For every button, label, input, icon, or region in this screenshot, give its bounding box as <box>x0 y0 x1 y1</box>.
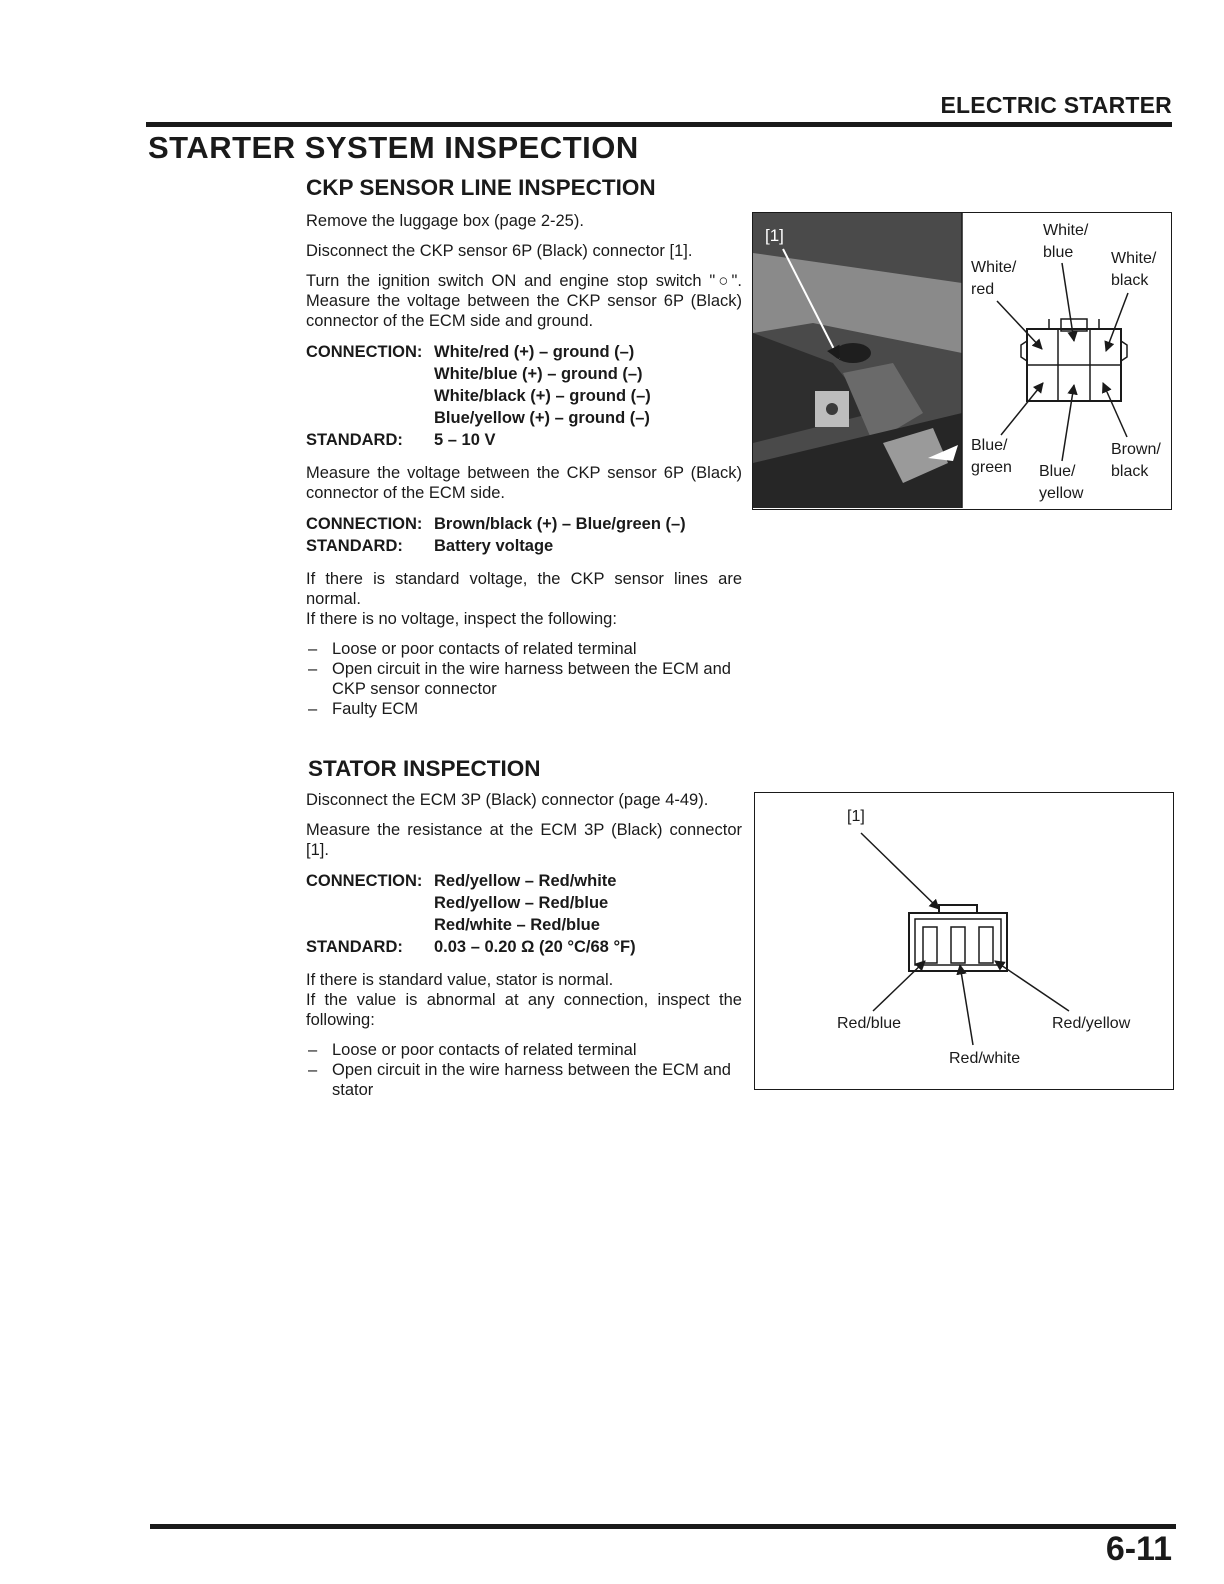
ckp-spec-ground <box>306 341 742 451</box>
connection-value: White/red (+) – ground (–) <box>434 343 635 361</box>
connection-value: Brown/black (+) – Blue/green (–) <box>434 515 686 533</box>
stator-text-column <box>306 790 742 1100</box>
wire-label-brown-black: black <box>1111 463 1149 480</box>
ckp-step-1: Remove the luggage box (page 2-25). <box>306 212 584 230</box>
connector-photo <box>753 213 962 508</box>
ckp-spec-battery <box>306 513 742 557</box>
connection-value: Red/yellow – Red/white <box>434 872 617 890</box>
connection-value: Red/yellow – Red/blue <box>434 894 609 912</box>
connection-value: Red/white – Red/blue <box>434 916 600 934</box>
list-item: – Loose or poor contacts of related terminal <box>306 639 742 659</box>
wire-label-red-yellow: Red/yellow <box>1052 1015 1131 1032</box>
stator-result-abnormal: If the value is abnormal at any connection, inspect the following: <box>306 991 742 1029</box>
ckp-connector-figure <box>752 212 1172 510</box>
list-item: – Faulty ECM <box>306 699 742 719</box>
figure-callout: [1] <box>847 808 865 825</box>
wire-label-blue-yellow: Blue/ <box>1039 463 1076 480</box>
ckp-heading: CKP SENSOR LINE INSPECTION <box>306 175 656 200</box>
stator-connector-figure <box>754 792 1174 1090</box>
stator-result-normal: If there is standard value, stator is normal. <box>306 971 614 989</box>
ckp-step-3: Turn the ignition switch ON and engine stop switch "○". Measure the voltage between the CKP sensor 6P (Black) connector of the ECM side and ground. <box>306 272 742 330</box>
wire-label-white-red: White/ <box>971 259 1017 276</box>
stator-spec <box>306 870 742 958</box>
page-title: STARTER SYSTEM INSPECTION <box>148 130 639 165</box>
stator-step-2: Measure the resistance at the ECM 3P (Black) connector [1]. <box>306 821 742 859</box>
stator-step-1: Disconnect the ECM 3P (Black) connector (page 4-49). <box>306 791 709 809</box>
wire-label-red-white: Red/white <box>949 1050 1021 1067</box>
bottom-divider <box>150 1524 1176 1529</box>
stator-heading: STATOR INSPECTION <box>308 756 541 781</box>
wire-label-blue-green: Blue/ <box>971 437 1008 454</box>
list-item: – Open circuit in the wire harness between the ECM and stator <box>306 1060 742 1100</box>
standard-label: STANDARD: <box>306 431 403 449</box>
wire-label-white-black: White/ <box>1111 250 1157 267</box>
standard-label: STANDARD: <box>306 938 403 956</box>
list-item: – Open circuit in the wire harness between the ECM and CKP sensor connector <box>306 659 742 699</box>
stator-inspect-list <box>306 1040 742 1100</box>
connection-label: CONNECTION: <box>306 515 423 533</box>
standard-value: 0.03 – 0.20 Ω (20 °C/68 °F) <box>434 938 636 956</box>
connection-value: White/blue (+) – ground (–) <box>434 365 643 383</box>
standard-value: 5 – 10 V <box>434 431 496 449</box>
ckp-step-2: Disconnect the CKP sensor 6P (Black) connector [1]. <box>306 242 693 260</box>
figure-callout: [1] <box>765 226 784 245</box>
wire-label-red-blue: Red/blue <box>837 1015 902 1032</box>
wire-label-blue-yellow: yellow <box>1039 485 1084 502</box>
ckp-result-abnormal: If there is no voltage, inspect the following: <box>306 610 617 628</box>
ckp-figure-svg <box>753 213 1170 508</box>
top-divider <box>146 122 1172 127</box>
ckp-text-column <box>306 211 742 719</box>
connector-3p-diagram <box>909 905 1007 971</box>
connection-label: CONNECTION: <box>306 872 423 890</box>
standard-label: STANDARD: <box>306 537 403 555</box>
wire-label-white-red: red <box>971 281 995 298</box>
wire-label-white-black: black <box>1111 272 1149 289</box>
wire-label-blue-green: green <box>971 459 1012 476</box>
list-item: – Loose or poor contacts of related terminal <box>306 1040 742 1060</box>
ckp-step-4: Measure the voltage between the CKP sensor 6P (Black) connector of the ECM side. <box>306 464 742 502</box>
ckp-inspect-list <box>306 639 742 719</box>
connection-value: White/black (+) – ground (–) <box>434 387 651 405</box>
connection-label: CONNECTION: <box>306 343 423 361</box>
standard-value: Battery voltage <box>434 537 554 555</box>
wire-label-white-blue: White/ <box>1043 222 1089 239</box>
stator-figure-svg <box>755 793 1172 1088</box>
connection-value: Blue/yellow (+) – ground (–) <box>434 409 650 427</box>
ckp-result-normal: If there is standard voltage, the CKP sensor lines are normal. <box>306 570 742 608</box>
wire-label-brown-black: Brown/ <box>1111 441 1161 458</box>
section-header: ELECTRIC STARTER <box>940 92 1172 118</box>
page-number: 6-11 <box>1105 1530 1172 1568</box>
wire-label-white-blue: blue <box>1043 244 1074 261</box>
